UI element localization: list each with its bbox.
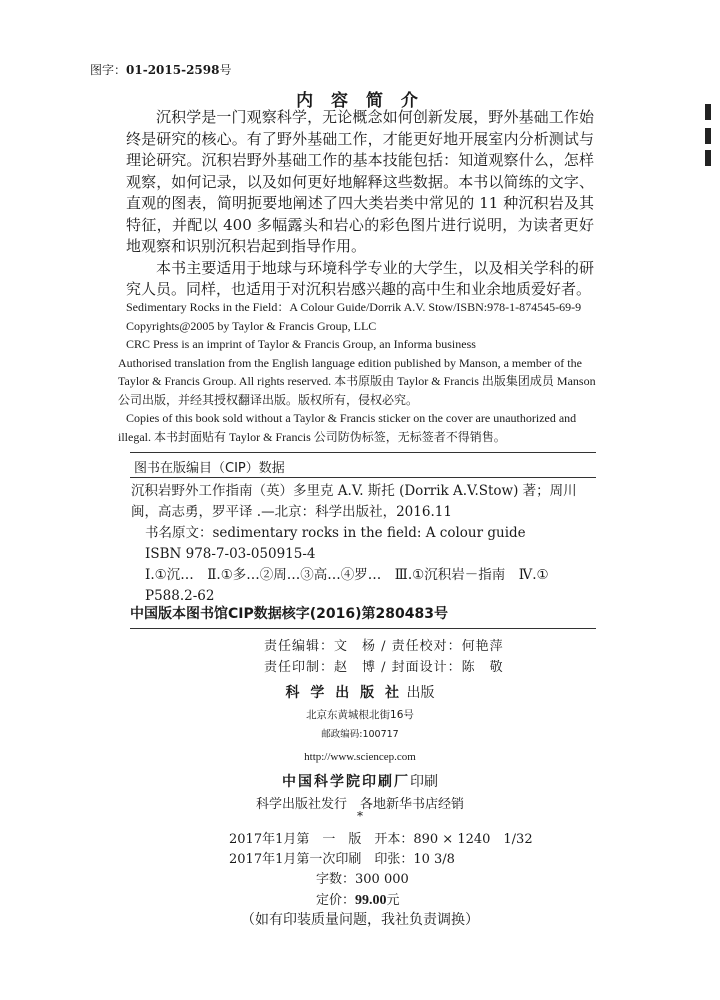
cip-heading: 图书在版编目（CIP）数据 [134, 461, 285, 476]
divider [130, 477, 596, 478]
price-unit: 元 [386, 893, 400, 908]
cip-record-number: 中国版本图书馆CIP数据核字(2016)第280483号 [130, 606, 448, 622]
editor-credits: 责任编辑：文 杨 / 责任校对：何艳萍 [264, 639, 504, 654]
page-title: 内 容 简 介 [296, 91, 424, 111]
printing-line: 2017年1月第一次印刷 印张：10 3/8 [229, 852, 455, 867]
postcode: 邮政编码:100717 [321, 729, 399, 740]
cip-line: ISBN 978-7-03-050915-4 [145, 546, 316, 562]
copyright-line: Copyrights@2005 by Taylor & Francis Group, LLC [126, 318, 377, 333]
publisher-url: http://www.sciencep.com [304, 751, 416, 763]
binding-mark [705, 150, 711, 166]
production-credits: 责任印制：赵 博 / 封面设计：陈 敬 [264, 660, 504, 675]
registration-suffix: 号 [219, 63, 232, 77]
printer-line [0, 771, 720, 791]
intro-paragraph: 沉积学是一门观察科学，无论概念如何创新发展，野外基础工作始终是研究的核心。有了野外基础工作，才能更好地开展室内分析测试与理论研究。沉积岩野外基础工作的基本技能包括：知道观察什么，怎样观察，如何记录，以及如何更好地解释这些数据。本书以简练的文字、直观的图表，简明扼要地阐述了四大类岩类中常见的 11 种沉积岩及其特征，并配以 400 多幅露头和岩心的彩色图片进行说明，为读者更好地观察和识别沉积岩起到指导作用。 [126, 108, 594, 255]
cip-line: 书名原文：sedimentary rocks in the field: A colour guide [145, 525, 526, 541]
price-label: 定价： [316, 893, 356, 908]
printer-suffix: 印刷 [410, 774, 438, 790]
authorised-text: Authorised translation from the English language edition published by Manson, a member of the Taylor & Francis Group. All rights reserved. 本书原版由 Taylor & Francis 出版集团成员 Manson 公司出版，并经其授权翻译出版。版权所有，侵权必究。 [118, 355, 596, 407]
separator-star: * [357, 809, 363, 823]
cip-line: 沉积岩野外工作指南（英）多里克 A.V. 斯托 (Dorrik A.V.Stow) 著；周川闽，高志勇，罗平译 .—北京：科学出版社，2016.11 [131, 483, 577, 520]
registration-label: 图字： [90, 63, 127, 77]
intro-paragraph: 本书主要适用于地球与环境科学专业的大学生，以及相关学科的研究人员。同样，也适用于对沉积岩感兴趣的高中生和业余地质爱好者。 [126, 258, 594, 298]
distribution-line: 科学出版社发行 各地新华书店经销 [255, 797, 464, 812]
binding-mark [705, 128, 711, 144]
printer-logo-text: 中国科学院印刷厂 [282, 774, 410, 790]
sticker-text: Copies of this book sold without a Taylor & Francis sticker on the cover are unauthorized and illegal. 本书封面贴有 Taylor & Francis 公司防伪标签，无标签者不得销售。 [118, 411, 577, 444]
publisher-logo-text: 科 学 出 版 社 [285, 685, 403, 701]
publisher-address: 北京东黄城根北街16号 [306, 709, 414, 721]
word-count: 字数：300 000 [316, 872, 409, 887]
publisher-suffix: 出版 [406, 685, 435, 701]
publisher-line [0, 682, 720, 702]
authorised-translation [118, 354, 596, 410]
binding-mark [705, 104, 711, 120]
price [316, 889, 400, 909]
cip-data [131, 481, 581, 607]
imprint-line: CRC Press is an imprint of Taylor & Francis Group, an Informa business [126, 337, 476, 351]
source-line: Sedimentary Rocks in the Field：A Colour Guide/Dorrik A.V. Stow/ISBN:978-1-874545-69-9 [126, 300, 582, 314]
price-value: 99.00 [355, 893, 387, 908]
divider [130, 628, 596, 629]
edition-line: 2017年1月第 一 版 开本：890 × 1240 1/32 [229, 832, 533, 847]
intro-text [126, 107, 594, 301]
divider [130, 452, 596, 453]
sticker-notice [118, 409, 596, 446]
quality-note: （如有印装质量问题，我社负责调换） [241, 912, 479, 928]
cip-line: Ⅰ.①沉… Ⅱ.①多…②周…③高…④罗… Ⅲ.①沉积岩－指南 Ⅳ.① P588.2-62 [145, 567, 549, 604]
copyright-block [118, 298, 596, 446]
registration-number [90, 61, 232, 78]
registration-code: 01-2015-2598 [126, 63, 220, 77]
